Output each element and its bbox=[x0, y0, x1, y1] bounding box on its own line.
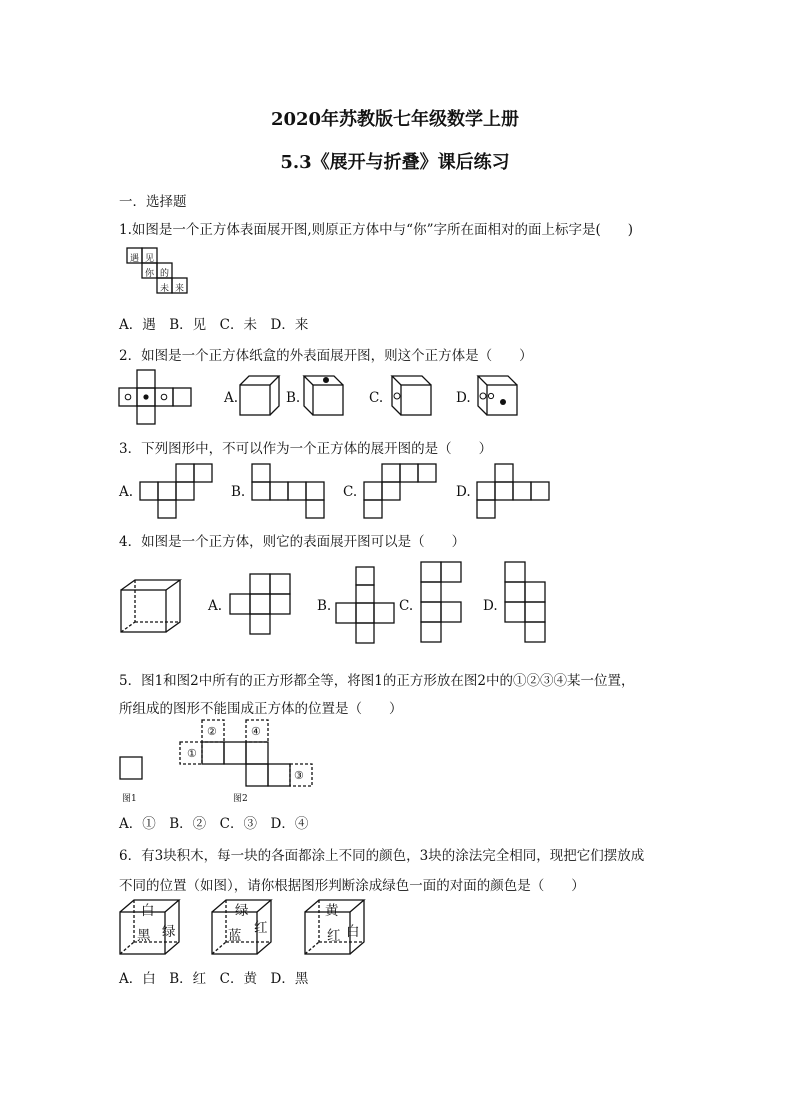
q2-cube-d bbox=[478, 376, 523, 421]
net-char-1: 遇 bbox=[130, 254, 140, 264]
net-char-4: 的 bbox=[160, 269, 170, 279]
q2-label-a: A. bbox=[224, 390, 239, 406]
page-subtitle: 5.3《展开与折叠》课后练习 bbox=[280, 152, 510, 173]
q2-label-b: B. bbox=[286, 390, 301, 406]
q3-net-a bbox=[140, 464, 215, 520]
q6-cube-1-front: 黑 bbox=[137, 928, 151, 944]
question-6-text-line-1: 6．有3块积木，每一块的各面都涂上不同的颜色，3块的涂法完全相同，现把它们摆放成 bbox=[119, 848, 645, 864]
question-2-text: 2．如图是一个正方体纸盒的外表面展开图，则这个正方体是（ ） bbox=[119, 348, 533, 364]
question-6-options: A．白 B．红 C．黄 D．黑 bbox=[119, 971, 309, 987]
net-char-6: 来 bbox=[175, 284, 185, 294]
q4-net-a bbox=[230, 574, 295, 639]
q2-cube-b bbox=[304, 376, 349, 421]
q4-net-b bbox=[336, 567, 401, 647]
q3-label-b: B. bbox=[231, 484, 246, 500]
q4-label-d: D. bbox=[483, 598, 498, 614]
q5-figure-2-caption: 图2 bbox=[233, 794, 248, 804]
q6-cube-2-side: 红 bbox=[254, 920, 268, 936]
net-char-5: 未 bbox=[160, 284, 170, 294]
q5-figure-1-square bbox=[120, 757, 145, 782]
net-char-2: 见 bbox=[145, 254, 155, 264]
q4-net-d bbox=[505, 562, 550, 652]
q3-label-d: D. bbox=[456, 484, 471, 500]
q4-label-b: B. bbox=[317, 598, 332, 614]
q4-label-c: C. bbox=[399, 598, 414, 614]
question-6-text-line-2: 不同的位置（如图），请你根据图形判断涂成绿色一面的对面的颜色是（ ） bbox=[119, 878, 585, 894]
q2-label-d: D. bbox=[456, 390, 471, 406]
q5-mark-3: ③ bbox=[294, 769, 304, 782]
q3-net-d bbox=[477, 464, 552, 520]
q5-mark-2: ② bbox=[207, 725, 217, 738]
q4-cube bbox=[121, 580, 186, 635]
q6-cube-3-top: 黄 bbox=[325, 903, 339, 919]
question-4-text: 4．如图是一个正方体，则它的表面展开图可以是（ ） bbox=[119, 534, 466, 550]
q3-net-b bbox=[252, 464, 327, 520]
question-5-text-line-1: 5．图1和图2中所有的正方形都全等，将图1的正方形放在图2中的①②③④某一位置， bbox=[119, 673, 635, 689]
q5-figure-1-caption: 图1 bbox=[122, 794, 137, 804]
q6-cube-3-side: 白 bbox=[346, 924, 360, 940]
q4-net-c bbox=[421, 562, 466, 652]
page-title: 2020年苏教版七年级数学上册 bbox=[270, 109, 520, 130]
q5-mark-4: ④ bbox=[251, 725, 261, 738]
question-5-text-line-2: 所组成的图形不能围成正方体的位置是（ ） bbox=[119, 701, 403, 717]
q5-mark-1: ① bbox=[187, 747, 197, 760]
q3-label-a: A. bbox=[119, 484, 134, 500]
q6-cube-1-side: 绿 bbox=[162, 924, 176, 940]
q6-cube-2-top: 绿 bbox=[235, 903, 249, 919]
q4-label-a: A. bbox=[208, 598, 223, 614]
q6-cube-1-top: 白 bbox=[141, 903, 155, 919]
q6-cube-3-front: 红 bbox=[327, 928, 341, 944]
question-1-text: 1.如图是一个正方体表面展开图,则原正方体中与“你”字所在面相对的面上标字是( ) bbox=[119, 222, 634, 238]
q2-cube-a bbox=[240, 376, 285, 421]
q3-label-c: C. bbox=[343, 484, 358, 500]
q6-cube-2-front: 蓝 bbox=[228, 928, 242, 944]
net-char-3: 你 bbox=[145, 269, 155, 279]
question-3-text: 3．下列图形中，不可以作为一个正方体的展开图的是（ ） bbox=[119, 441, 493, 457]
q2-label-c: C. bbox=[369, 390, 384, 406]
question-5-options: A．① B．② C．③ D．④ bbox=[119, 816, 309, 832]
q3-net-c bbox=[364, 464, 439, 520]
q2-cube-c bbox=[392, 376, 437, 421]
q2-cube-net bbox=[119, 370, 199, 430]
section-heading: 一．选择题 bbox=[119, 194, 187, 210]
question-1-options: A．遇 B．见 C．未 D．来 bbox=[119, 317, 309, 333]
